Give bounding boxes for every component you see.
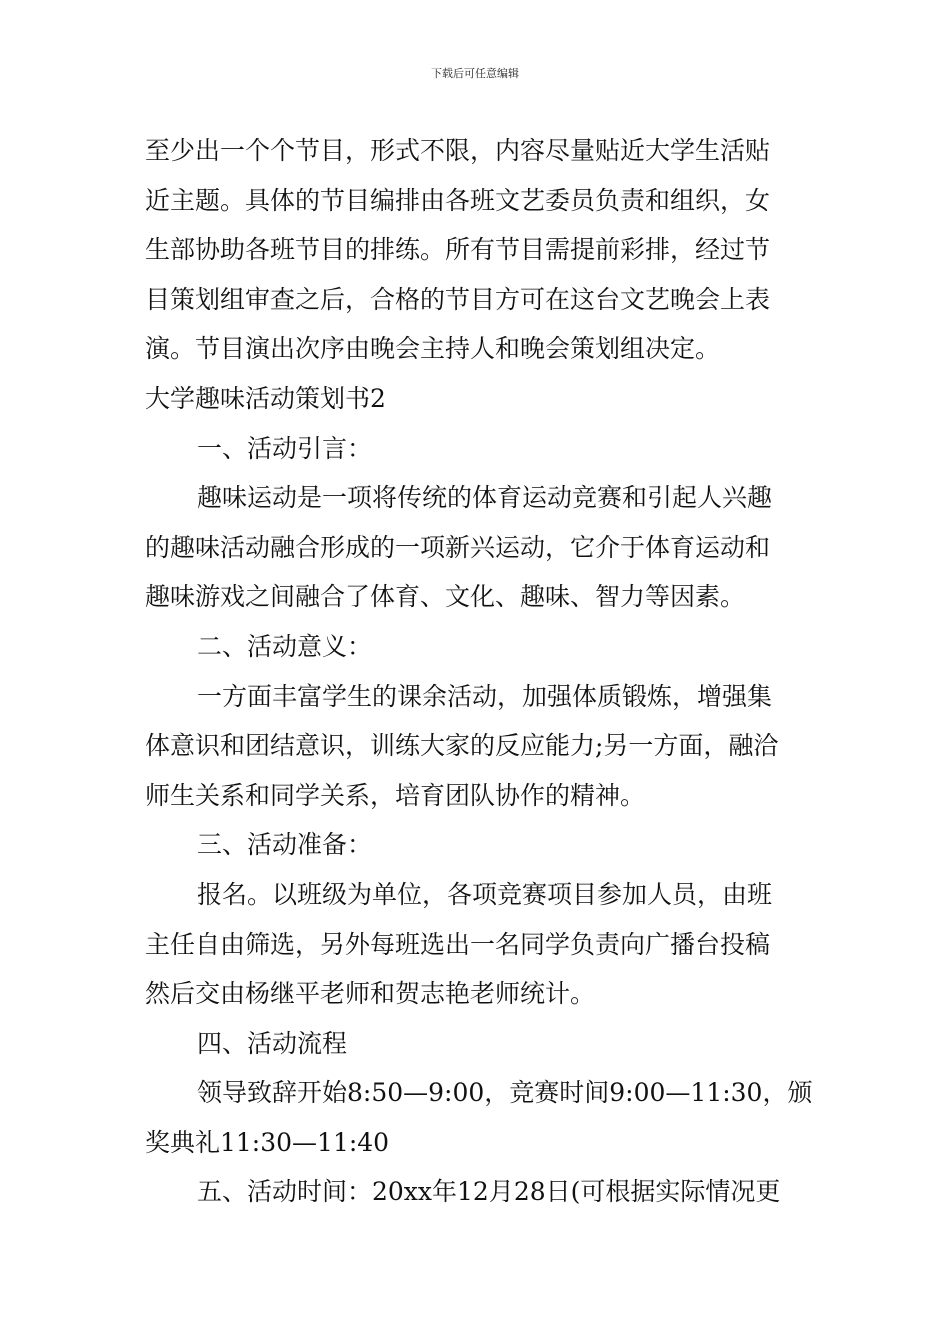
section-title: 大学趣味活动策划书2 (145, 383, 386, 413)
body-line: 生部协助各班节目的排练。所有节目需提前彩排，经过节 (145, 235, 771, 265)
body-line: 体意识和团结意识，训练大家的反应能力;另一方面，融洽 (145, 731, 779, 761)
body-line: 然后交由杨继平老师和贺志艳老师统计。 (145, 979, 596, 1009)
body-line: 报名。以班级为单位，各项竞赛项目参加人员，由班 (197, 879, 773, 909)
section-heading: 五、活动时间：20xx年12月28日(可根据实际情况更 (197, 1177, 781, 1207)
body-line: 演。节目演出次序由晚会主持人和晚会策划组决定。 (145, 334, 721, 364)
body-line: 目策划组审查之后，合格的节目方可在这台文艺晚会上表 (145, 284, 771, 314)
section-heading: 三、活动准备： (197, 830, 373, 860)
body-line: 一方面丰富学生的课余活动，加强体质锻炼，增强集 (197, 681, 773, 711)
body-line: 至少出一个个节目，形式不限，内容尽量贴近大学生活贴 (145, 136, 771, 165)
page-header: 下载后可任意编辑 (431, 67, 519, 80)
body-line: 领导致辞开始8:50—9:00，竞赛时间9:00—11:30，颁 (197, 1078, 813, 1108)
body-line: 近主题。具体的节目编排由各班文艺委员负责和组织，女 (145, 185, 771, 215)
section-heading: 四、活动流程 (197, 1028, 348, 1058)
body-line: 的趣味活动融合形成的一项新兴运动，它介于体育运动和 (145, 532, 771, 562)
document-body (145, 126, 815, 1217)
body-line: 趣味运动是一项将传统的体育运动竞赛和引起人兴趣 (197, 483, 773, 513)
body-line: 主任自由筛选，另外每班选出一名同学负责向广播台投稿 (145, 929, 771, 959)
section-heading: 一、活动引言： (197, 433, 373, 463)
body-line: 趣味游戏之间融合了体育、文化、趣味、智力等因素。 (145, 582, 746, 612)
body-line: 师生关系和同学关系，培育团队协作的精神。 (145, 780, 646, 810)
section-heading: 二、活动意义： (197, 631, 373, 661)
body-line: 奖典礼11:30—11:40 (145, 1127, 390, 1157)
